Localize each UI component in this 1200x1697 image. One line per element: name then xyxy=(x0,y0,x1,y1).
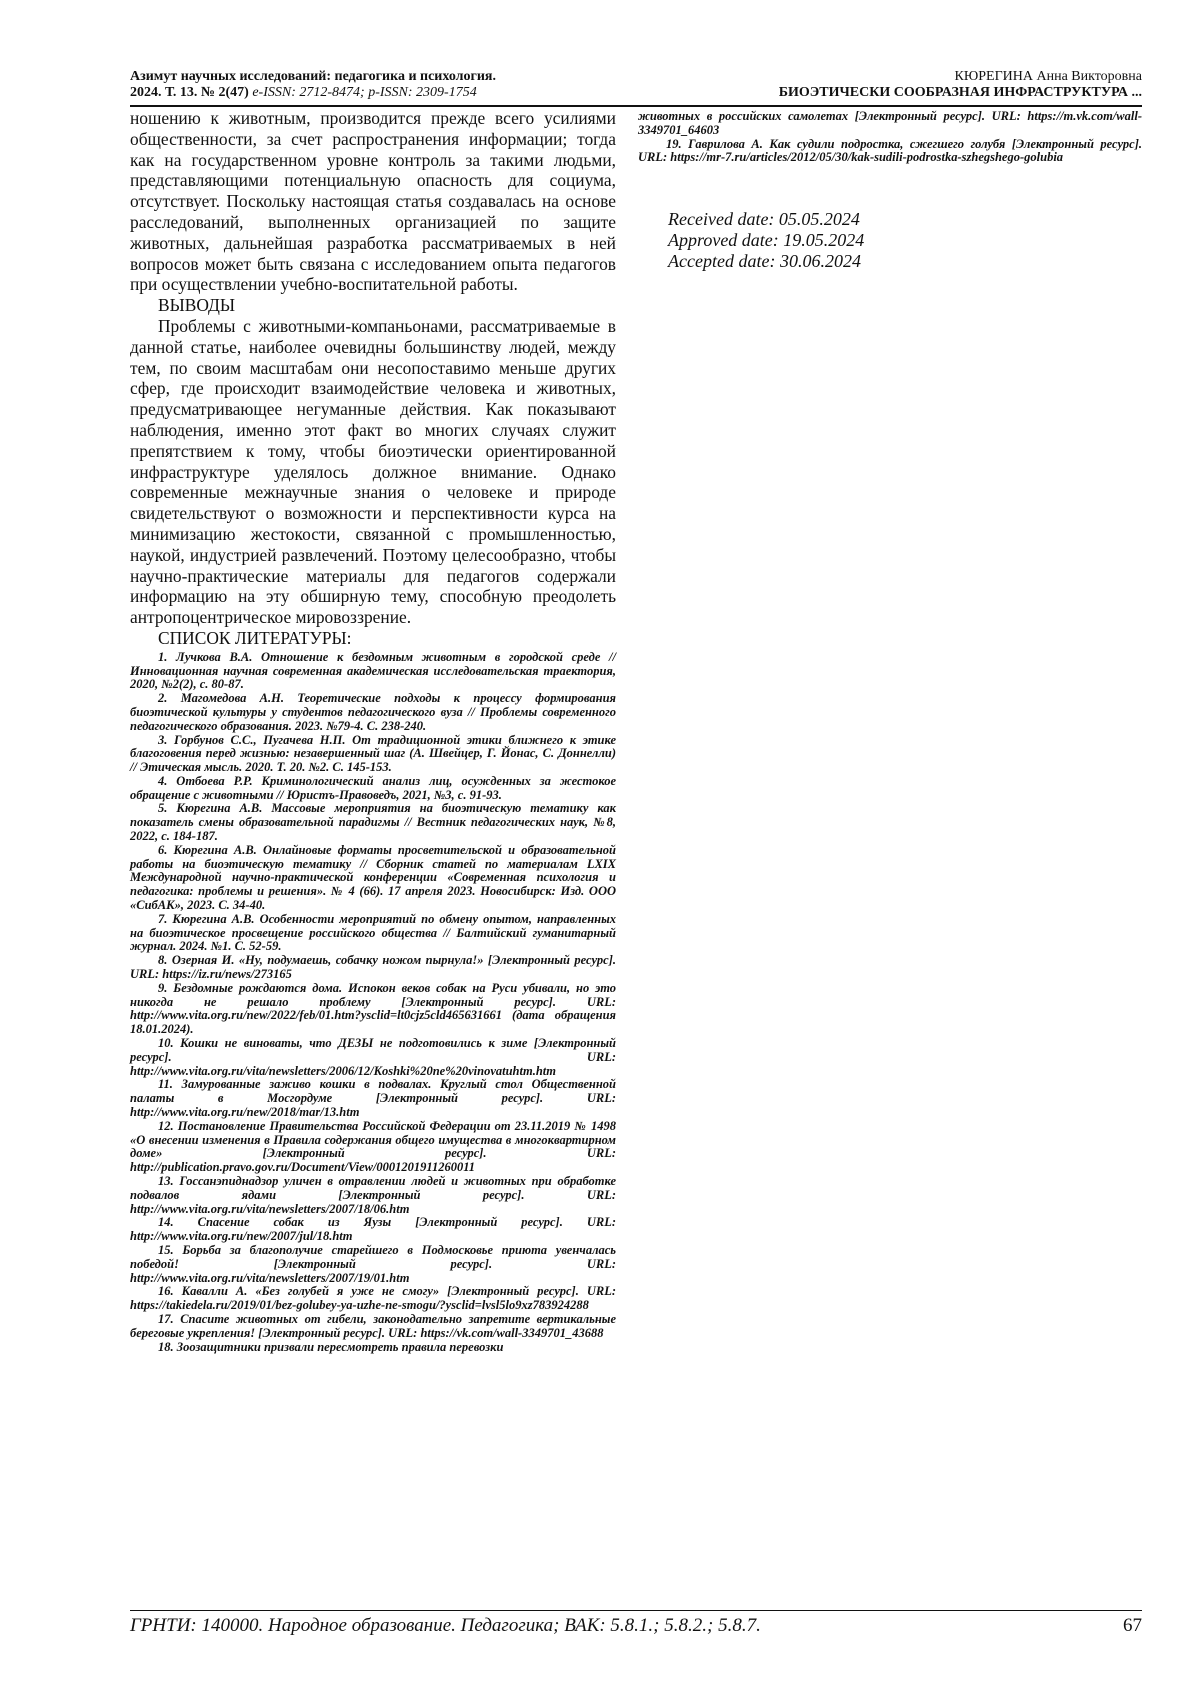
reference-item: 7. Кюрегина А.В. Особенности мероприятий по обмену опытом, направленных на биоэтическое просвещение российского общества // Балтийский гуманитарный журнал. 2024. №1. С. 52-59. xyxy=(130,911,616,954)
journal-issn: e-ISSN: 2712-8474; p-ISSN: 2309-1754 xyxy=(248,85,477,100)
journal-issue: 2024. Т. 13. № 2(47) xyxy=(130,85,249,100)
reference-item: 19. Гаврилова А. Как судили подростка, сжегшего голубя [Электронный ресурс]. URL: https://mr-7.ru/articles/2012/05/30/kak-sudili-podrostka-szhegshego-golubia xyxy=(638,136,1142,165)
reference-item: 1. Лучкова В.А. Отношение к бездомным животным в городской среде // Инновационная научная современная академическая исследовательская траектория, 2020, №2(2), с. 80-87. xyxy=(130,649,616,692)
reference-item: 18. Зоозащитники призвали пересмотреть правила перевозки xyxy=(158,1339,504,1354)
reference-item: 11. Замурованные заживо кошки в подвалах. Круглый стол Общественной палаты в Мосгордуме [Электронный ресурс]. URL: http://www.vita.org.ru/new/2018/mar/13.htm xyxy=(130,1077,616,1120)
reference-item-continued: животных в российских самолетах [Электронный ресурс]. URL: https://m.vk.com/wall-3349701_64603 xyxy=(638,109,1142,137)
reference-item: 14. Спасение собак из Яузы [Электронный ресурс]. URL: http://www.vita.org.ru/new/2007/jul/18.htm xyxy=(130,1215,616,1244)
journal-issue-line xyxy=(130,85,496,101)
right-column xyxy=(638,108,1142,272)
reference-item: 15. Борьба за благополучие старейшего в Подмосковье приюта увенчалась победой! [Электронный ресурс]. URL: http://www.vita.org.ru/vita/newsletters/2007/19/01.htm xyxy=(130,1242,616,1285)
page-number: 67 xyxy=(1123,1615,1142,1636)
reference-item: 17. Спасите животных от гибели, законодательно запретите вертикальные береговые укрепления! [Электронный ресурс]. URL: https://vk.com/wall-3349701_43688 xyxy=(130,1311,616,1340)
article-dates xyxy=(668,209,1142,272)
reference-item: 13. Госсанэпиднадзор уличен в отравлении людей и животных при обработке подвалов ядами [Электронный ресурс]. URL: http://www.vita.org.ru/vita/newsletters/2007/18/06.htm xyxy=(130,1174,616,1216)
page-footer xyxy=(130,1614,1142,1640)
article-info xyxy=(779,69,1142,101)
reference-item: 16. Кавалли А. «Без голубей я уже не смогу» [Электронный ресурс]. URL: https://takiedela.ru/2019/01/bez-golubey-ya-uzhe-ne-smogu/?ysclid=lvsl5lo9xz783924288 xyxy=(130,1284,616,1313)
footer-divider xyxy=(130,1610,1142,1611)
body-paragraph-2: Проблемы с животными-компаньонами, рассматриваемые в данной статье, наиболее очевидны большинству людей, между тем, по своим масштабам они несопоставимо меньше других сфер, где происходит взаимодействие человека и животных, предусматривающее негуманные действия. Как показывают наблюдения, именно этот факт во многих случаях служит препятствием к тому, чтобы биоэтически ориентированной инфраструктуре уделялось должное внимание. Однако современные межнаучные знания о человеке и природе свидетельствуют о возможности и перспективности курса на минимизацию жестокости, связанной с промышленностью, наукой, индустрией развлечений. Поэтому целесообразно, чтобы научно-практические материалы для педагогов содержали информацию на эту обширную тему, способную преодолеть антропоцентрическое мировоззрение. xyxy=(130,315,616,628)
reference-item: 8. Озерная И. «Ну, подумаешь, собачку ножом пырнула!» [Электронный ресурс]. URL: https://iz.ru/news/273165 xyxy=(130,953,616,982)
received-date: Received date: 05.05.2024 xyxy=(668,209,860,230)
references-list-left xyxy=(130,651,616,1355)
reference-item: 5. Кюрегина А.В. Массовые мероприятия на биоэтическую тематику как показатель смены образовательной парадигмы // Вестник педагогических наук, №8, 2022, с. 184-187. xyxy=(130,801,616,844)
approved-date: Approved date: 19.05.2024 xyxy=(668,230,865,251)
reference-item: 3. Горбунов С.С., Пугачева Н.П. От традиционной этики ближнего к этике благоговения перед жизнью: незавершенный шаг (А. Швейцер, Г. Йонас, С. Доннелли) // Этическая мысль. 2020. Т. 20. №2. С. 145-153. xyxy=(130,732,616,775)
reference-item: 12. Постановление Правительства Российской Федерации от 23.11.2019 № 1498 «О внесении изменения в Правила содержания общего имущества в многоквартирном доме» [Электронный ресурс]. URL: http://publication.pravo.gov.ru/Document/View/0001201911260011 xyxy=(130,1118,616,1175)
reference-item: 10. Кошки не виноваты, что ДЕЗЫ не подготовились к зиме [Электронный ресурс]. URL: http://www.vita.org.ru/vita/newsletters/2006/12/Koshki%20ne%20vinovatuhtm.htm xyxy=(130,1036,616,1078)
reference-item: 9. Бездомные рождаются дома. Испокон веков собак на Руси убивали, но это никогда не решало проблему [Электронный ресурс]. URL: http://www.vita.org.ru/new/2022/feb/01.htm?ysclid=lt0cjz5cld465631661 (дата обращения 18.01.2024). xyxy=(130,980,616,1037)
reference-item: 4. Отбоева Р.Р. Криминологический анализ лиц, осужденных за жестокое обращение с животными // Юристъ-Правоведъ, 2021, №3, с. 91-93. xyxy=(130,773,616,802)
conclusions-heading: ВЫВОДЫ xyxy=(158,295,236,316)
references-heading: СПИСОК ЛИТЕРАТУРЫ: xyxy=(158,627,352,648)
reference-item: 6. Кюрегина А.В. Онлайновые форматы просветительской и образовательной работы на биоэтическую тематику // Сборник статей по материалам LXIX Международной научно-практической конференции «Современная психология и педагогика: проблемы и решения». № 4 (66). 17 апреля 2023. Новосибирск: Изд. ООО «СибАК», 2023. С. 34-40. xyxy=(130,842,616,913)
accepted-date: Accepted date: 30.06.2024 xyxy=(668,251,861,272)
body-paragraph-1: ношению к животным, производится прежде всего усилиями общественности, за счет распространения информации; тогда как на государственном уровне контроль за такими людьми, представляющими потенциальную опасность для социума, отсутствует. Поскольку настоящая статья создавалась на основе расследований, выполненных организацией по защите животных, дальнейшая разработка рассматриваемых в ней вопросов может быть связана с исследованием опыта педагогов при осуществлении учебно-воспитательной работы. xyxy=(130,108,616,295)
journal-info xyxy=(130,69,496,101)
header-divider xyxy=(130,105,1142,107)
author-name: КЮРЕГИНА Анна Викторовна xyxy=(954,69,1142,84)
references-list-right xyxy=(638,110,1142,165)
reference-item: 2. Магомедова А.Н. Теоретические подходы к процессу формирования биоэтической культуры у студентов педагогического вуза // Проблемы современного педагогического образования. 2023. №79-4. С. 238-240. xyxy=(130,691,616,733)
classification-codes: ГРНТИ: 140000. Народное образование. Педагогика; ВАК: 5.8.1.; 5.8.2.; 5.8.7. xyxy=(130,1615,761,1636)
article-title: БИОЭТИЧЕСКИ СООБРАЗНАЯ ИНФРАСТРУКТУРА ... xyxy=(778,85,1142,100)
page-header xyxy=(130,69,1142,105)
journal-title: Азимут научных исследований: педагогика и психология. xyxy=(130,69,497,84)
left-column xyxy=(130,108,616,1354)
